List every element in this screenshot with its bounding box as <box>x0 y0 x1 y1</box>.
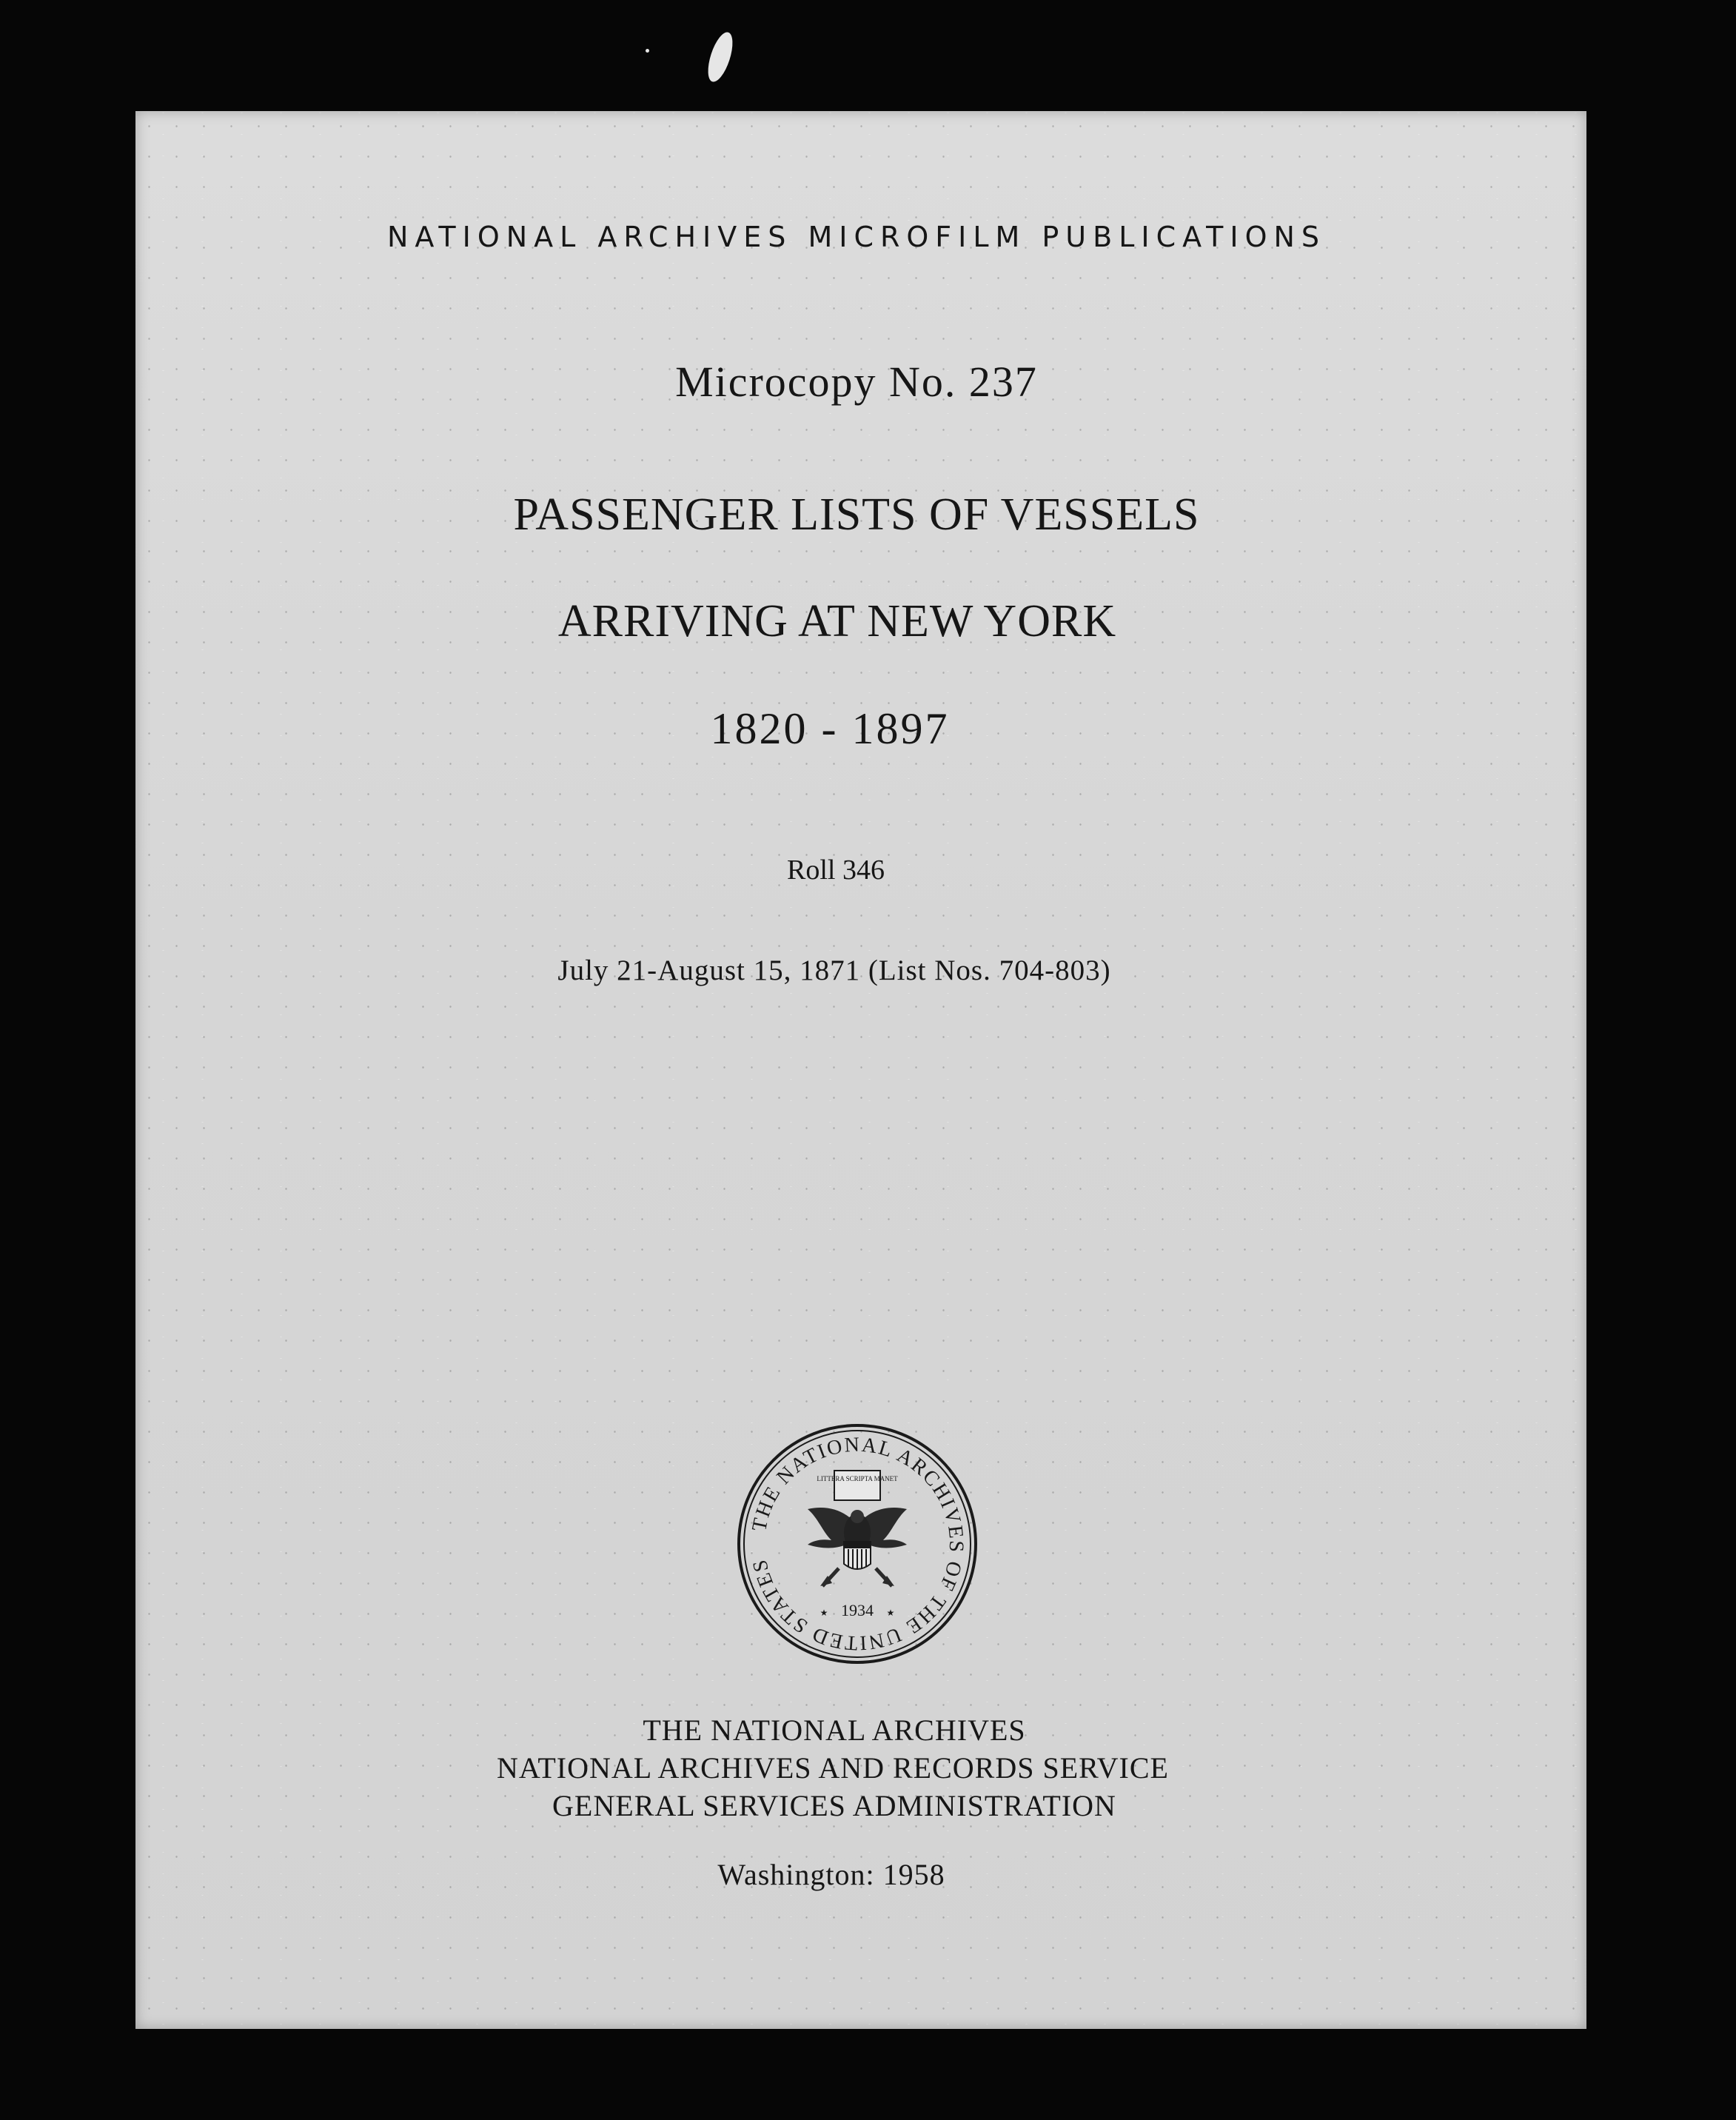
publisher-line-2: NATIONAL ARCHIVES AND RECORDS SERVICE <box>497 1751 1169 1785</box>
film-speck <box>703 30 737 85</box>
seal-year: 1934 <box>841 1601 874 1619</box>
document-page <box>135 111 1586 2029</box>
year-range: 1820 - 1897 <box>710 704 950 753</box>
publisher-line-1: THE NATIONAL ARCHIVES <box>643 1713 1026 1747</box>
date-range: July 21-August 15, 1871 (List Nos. 704-803) <box>557 954 1111 986</box>
title-line-1: PASSENGER LISTS OF VESSELS <box>513 489 1200 540</box>
title-line-2: ARRIVING AT NEW YORK <box>557 596 1117 646</box>
national-archives-seal <box>735 1422 979 1666</box>
seal-star-icon: ★ <box>886 1608 895 1618</box>
seal-star-icon: ★ <box>820 1608 828 1618</box>
microcopy-number: Microcopy No. 237 <box>675 358 1038 406</box>
publication-series-header: NATIONAL ARCHIVES MICROFILM PUBLICATIONS <box>386 221 1327 253</box>
seal-eagle <box>808 1508 907 1586</box>
roll-number: Roll 346 <box>787 855 885 886</box>
film-speck <box>646 49 649 53</box>
publisher-line-3: GENERAL SERVICES ADMINISTRATION <box>552 1789 1116 1822</box>
seal-outer-text: THE NATIONAL ARCHIVES OF THE UNITED STATES <box>748 1433 968 1655</box>
seal-motto: LITTERA SCRIPTA MANET <box>817 1475 898 1482</box>
place-and-date: Washington: 1958 <box>717 1858 945 1891</box>
